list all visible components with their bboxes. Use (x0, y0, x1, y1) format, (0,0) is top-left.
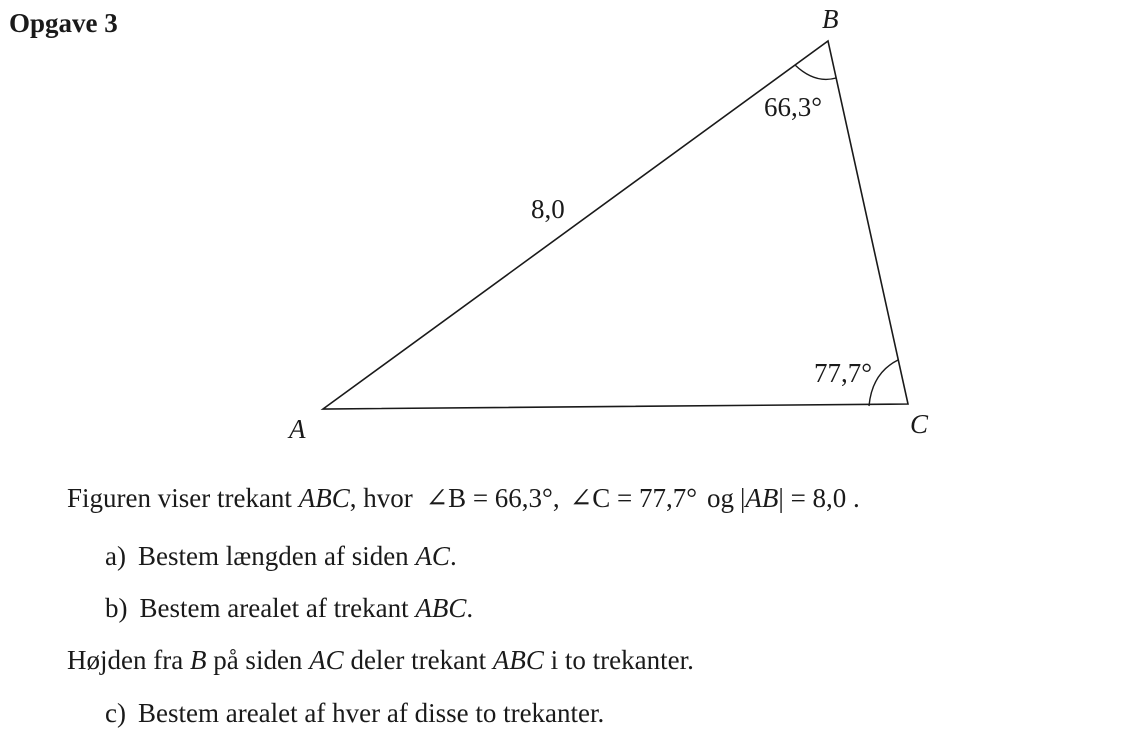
conjunction: og (707, 483, 735, 513)
side-ab-label: 8,0 (531, 194, 565, 224)
task-heading: Opgave 3 (9, 8, 118, 38)
angle-arc-c (869, 360, 898, 406)
question-text: Bestem længden af siden (137, 541, 416, 571)
abs-bar-right: | (778, 483, 784, 513)
angle-arc-b (795, 65, 836, 79)
side-ac: AC (309, 645, 344, 675)
angle-b-expression: ∠B = 66,3° (425, 483, 553, 513)
question-c (105, 697, 604, 729)
period: . (449, 541, 457, 571)
question-marker: c) (105, 698, 126, 728)
angle-c-expression: ∠C = 77,7° (569, 483, 698, 513)
intro-text-2: , hvor (349, 483, 420, 513)
triangle-name: ABC (415, 593, 467, 623)
intro-text: Figuren viser trekant (67, 483, 299, 513)
side-ac: AC (415, 541, 450, 571)
triangle-name: ABC (298, 483, 350, 513)
vertex-label-c: C (910, 409, 929, 439)
height-text-4: i to trekanter. (543, 645, 694, 675)
side-ab-value: = 8,0 . (783, 483, 860, 513)
height-paragraph (67, 644, 694, 676)
period: . (466, 593, 474, 623)
angle-c-label: 77,7° (814, 358, 873, 388)
triangle-name: ABC (492, 645, 544, 675)
vertex-label-b: B (822, 4, 839, 34)
question-marker: b) (105, 593, 128, 623)
height-text: Højden fra (67, 645, 190, 675)
height-text-3: deler trekant (343, 645, 493, 675)
abs-bar-left: | (740, 483, 746, 513)
question-text: Bestem arealet af hver af disse to trekanter. (137, 698, 605, 728)
vertex-b: B (189, 645, 207, 675)
separator: , (552, 483, 560, 513)
question-marker: a) (105, 541, 126, 571)
side-ab: AB (745, 483, 779, 513)
question-b (105, 592, 473, 624)
question-text: Bestem arealet af trekant (139, 593, 416, 623)
question-a (105, 540, 457, 572)
vertex-label-a: A (289, 414, 306, 444)
angle-b-label: 66,3° (764, 92, 823, 122)
height-text-2: på siden (206, 645, 310, 675)
intro-paragraph (67, 482, 860, 514)
